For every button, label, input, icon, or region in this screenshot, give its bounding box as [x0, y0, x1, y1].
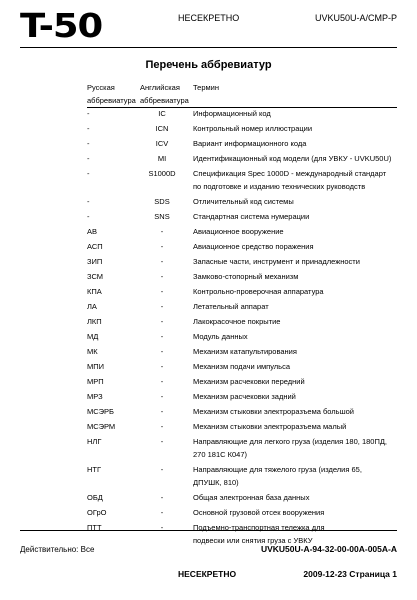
cell-english-abbreviation: - — [160, 407, 164, 416]
term-line: Идентификационный код модели (для УВКУ - UVKU50U) — [193, 154, 392, 163]
cell-russian-abbreviation: - — [87, 197, 90, 206]
table-row — [0, 210, 417, 225]
cell-russian-abbreviation: ОБД — [87, 493, 103, 502]
table-row — [0, 122, 417, 137]
cell-russian-abbreviation: ЛКП — [87, 317, 102, 326]
cell-english-abbreviation: - — [160, 227, 164, 236]
cell-russian-abbreviation: АСП — [87, 242, 103, 251]
table-row — [0, 491, 417, 506]
term-line: Контрольно-проверочная аппаратура — [193, 287, 324, 296]
cell-term — [193, 225, 401, 238]
cell-english-abbreviation: - — [160, 362, 164, 371]
term-line: Общая электронная база данных — [193, 493, 310, 502]
column-header-russian: Русская аббревиатура — [87, 83, 136, 105]
term-line: Направляющие для легкого груза (изделия 180, 180ПД, — [193, 437, 388, 446]
cell-russian-abbreviation: МРП — [87, 377, 104, 386]
cell-english-abbreviation: SDS — [154, 197, 170, 206]
footer-classification: НЕСЕКРЕТНО — [178, 569, 237, 579]
table-row — [0, 405, 417, 420]
cell-term — [193, 195, 401, 208]
cell-russian-abbreviation: - — [87, 154, 90, 163]
term-line: Контрольный номер иллюстрации — [193, 124, 313, 133]
cell-english-abbreviation: ICN — [155, 124, 169, 133]
footer-effectivity: Действительно: Все — [20, 545, 95, 554]
cell-russian-abbreviation: НЛГ — [87, 437, 102, 446]
cell-russian-abbreviation: ПТТ — [87, 523, 102, 532]
cell-english-abbreviation: SNS — [154, 212, 170, 221]
header-doc-code: UVKU50U-A/CMP-P — [314, 13, 397, 23]
term-line: Лакокрасочное покрытие — [193, 317, 281, 326]
cell-english-abbreviation: - — [160, 272, 164, 281]
footer-date-page: 2009-12-23 Страница 1 — [303, 569, 397, 579]
cell-term — [193, 463, 401, 489]
term-line: Основной грузовой отсек вооружения — [193, 508, 325, 517]
cell-term — [193, 420, 401, 433]
footer-dm-code: UVKU50U-A-94-32-00-00A-005A-A — [260, 544, 397, 554]
table-row — [0, 463, 417, 491]
term-line: Спецификация Spec 1000D - международный стандарт — [193, 169, 387, 178]
cell-english-abbreviation: S1000D — [148, 169, 176, 178]
table-row — [0, 330, 417, 345]
cell-russian-abbreviation: - — [87, 139, 90, 148]
cell-term — [193, 435, 401, 461]
term-line: Отличительный код системы — [193, 197, 294, 206]
cell-term — [193, 137, 401, 150]
cell-english-abbreviation: - — [160, 437, 164, 446]
cell-term — [193, 270, 401, 283]
table-row — [0, 240, 417, 255]
term-line: Механизм расчековки задний — [193, 392, 296, 401]
column-header-term: Термин — [193, 83, 219, 92]
cell-russian-abbreviation: - — [87, 212, 90, 221]
page-title: Перечень аббревиатур — [145, 59, 272, 71]
table-row — [0, 375, 417, 390]
logo: T-50 — [20, 6, 103, 45]
cell-term — [193, 345, 401, 358]
cell-english-abbreviation: - — [160, 392, 164, 401]
term-line: Летательный аппарат — [193, 302, 269, 311]
cell-english-abbreviation: - — [160, 377, 164, 386]
term-line: Механизм стыковки электроразъема малый — [193, 422, 347, 431]
table-row — [0, 195, 417, 210]
cell-english-abbreviation: - — [160, 287, 164, 296]
table-row — [0, 270, 417, 285]
cell-term — [193, 330, 401, 343]
header-divider — [20, 47, 397, 48]
table-row — [0, 435, 417, 463]
table-row — [0, 506, 417, 521]
term-line: подвески или снятия груза с УВКУ — [193, 536, 313, 545]
cell-english-abbreviation: - — [160, 523, 164, 532]
term-line: Механизм подачи импульса — [193, 362, 291, 371]
cell-term — [193, 300, 401, 313]
term-line: Механизм расчековки передний — [193, 377, 305, 386]
cell-term — [193, 506, 401, 519]
table-row — [0, 360, 417, 375]
cell-term — [193, 107, 401, 120]
term-line: Подъемно-транспортная тележка для — [193, 523, 325, 532]
table-row — [0, 137, 417, 152]
term-line: Информационный код — [193, 109, 271, 118]
table-row — [0, 345, 417, 360]
term-line: по подготовке и изданию технических руководств — [193, 182, 366, 191]
cell-english-abbreviation: - — [160, 242, 164, 251]
term-line: Механизм катапультирования — [193, 347, 297, 356]
cell-russian-abbreviation: МК — [87, 347, 98, 356]
table-row — [0, 420, 417, 435]
cell-english-abbreviation: ICV — [155, 139, 169, 148]
column-header-english: Английская аббревиатура — [140, 83, 189, 105]
term-line: Авиационное вооружение — [193, 227, 284, 236]
cell-russian-abbreviation: АВ — [87, 227, 98, 236]
cell-term — [193, 285, 401, 298]
cell-term — [193, 167, 401, 193]
cell-russian-abbreviation: МСЭРМ — [87, 422, 116, 431]
cell-english-abbreviation: - — [160, 465, 164, 474]
cell-english-abbreviation: IC — [158, 109, 166, 118]
cell-english-abbreviation: - — [160, 332, 164, 341]
term-line: ДПУШК, 810) — [193, 478, 239, 487]
table-row — [0, 300, 417, 315]
term-line: Замково-стопорный механизм — [193, 272, 299, 281]
cell-english-abbreviation: - — [160, 302, 164, 311]
cell-english-abbreviation: - — [160, 317, 164, 326]
term-line: Запасные части, инструмент и принадлежности — [193, 257, 360, 266]
cell-english-abbreviation: - — [160, 347, 164, 356]
cell-term — [193, 122, 401, 135]
cell-term — [193, 210, 401, 223]
footer-divider — [20, 530, 397, 531]
cell-russian-abbreviation: НТГ — [87, 465, 102, 474]
term-line: Направляющие для тяжелого груза (изделия 65, — [193, 465, 362, 474]
cell-russian-abbreviation: МСЭРБ — [87, 407, 114, 416]
cell-term — [193, 315, 401, 328]
cell-english-abbreviation: MI — [157, 154, 167, 163]
cell-russian-abbreviation: ЗИП — [87, 257, 103, 266]
table-row — [0, 167, 417, 195]
cell-term — [193, 390, 401, 403]
cell-english-abbreviation: - — [160, 422, 164, 431]
cell-term — [193, 405, 401, 418]
table-row — [0, 285, 417, 300]
cell-english-abbreviation: - — [160, 508, 164, 517]
cell-russian-abbreviation: МПИ — [87, 362, 105, 371]
cell-term — [193, 240, 401, 253]
term-line: Авиационное средство поражения — [193, 242, 314, 251]
cell-term — [193, 375, 401, 388]
term-line: Вариант информационного кода — [193, 139, 307, 148]
cell-term — [193, 152, 401, 165]
table-row — [0, 315, 417, 330]
cell-russian-abbreviation: ОГрО — [87, 508, 107, 517]
term-line: Стандартная система нумерации — [193, 212, 310, 221]
cell-russian-abbreviation: - — [87, 124, 90, 133]
table-row — [0, 225, 417, 240]
cell-russian-abbreviation: МД — [87, 332, 99, 341]
table-row — [0, 390, 417, 405]
cell-term — [193, 255, 401, 268]
cell-russian-abbreviation: МРЗ — [87, 392, 103, 401]
cell-russian-abbreviation: КПА — [87, 287, 102, 296]
term-line: Модуль данных — [193, 332, 248, 341]
cell-english-abbreviation: - — [160, 493, 164, 502]
table-row — [0, 152, 417, 167]
cell-russian-abbreviation: - — [87, 109, 90, 118]
cell-russian-abbreviation: - — [87, 169, 90, 178]
cell-term — [193, 491, 401, 504]
term-line: Механизм стыковки электроразъема большой — [193, 407, 354, 416]
cell-russian-abbreviation: ЛА — [87, 302, 97, 311]
cell-russian-abbreviation: ЗСМ — [87, 272, 104, 281]
cell-term — [193, 360, 401, 373]
cell-english-abbreviation: - — [160, 257, 164, 266]
table-row — [0, 107, 417, 122]
header-classification: НЕСЕКРЕТНО — [178, 13, 240, 23]
table-row — [0, 255, 417, 270]
term-line: 270 181С К047) — [193, 450, 247, 459]
abbreviation-table — [0, 107, 417, 549]
